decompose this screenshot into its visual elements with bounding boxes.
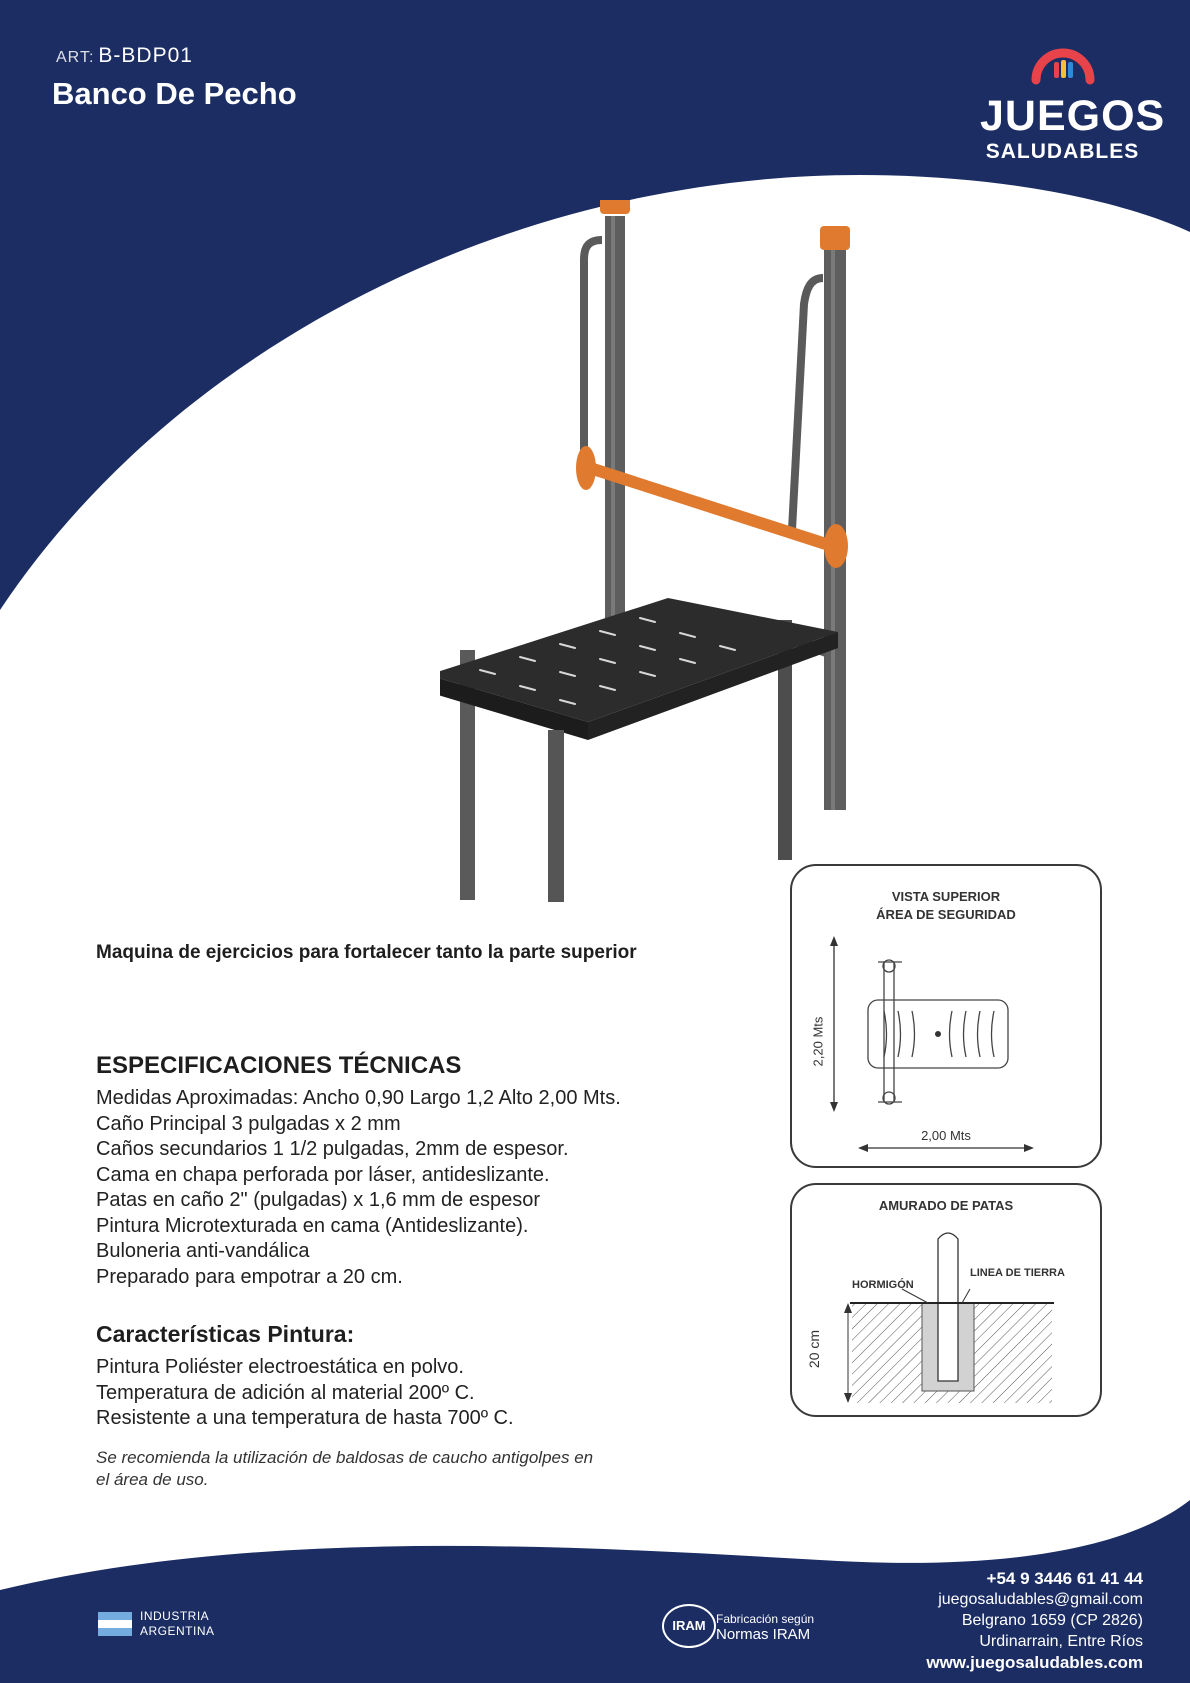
ground-line-label: LINEA DE TIERRA xyxy=(970,1267,1065,1279)
spec-item: Medidas Aproximadas: Ancho 0,90 Largo 1,2 Alto 2,00 Mts. xyxy=(96,1087,621,1109)
contact-block xyxy=(820,1568,1143,1673)
chest-bench-illustration xyxy=(440,200,940,920)
anchoring-title: AMURADO DE PATAS xyxy=(878,1198,1014,1213)
left-handle xyxy=(584,240,602,472)
iram-text xyxy=(716,1611,814,1643)
spec-item: Patas en caño 2" (pulgadas) x 1,6 mm de espesor xyxy=(96,1189,541,1211)
industria-argentina xyxy=(140,1609,215,1639)
paint-item: Temperatura de adición al material 200º C. xyxy=(96,1381,475,1404)
left-bar-disc xyxy=(576,446,596,490)
spec-item: Pintura Microtexturada en cama (Antideslizante). xyxy=(96,1214,529,1237)
paint-list xyxy=(96,1355,756,1432)
paint-item: Resistente a una temperatura de hasta 700º C. xyxy=(96,1407,514,1429)
top-view-height-label: 2,20 Mts xyxy=(810,1016,826,1067)
argentina-flag-icon xyxy=(98,1612,132,1636)
iram-line2: Normas IRAM xyxy=(716,1626,811,1643)
right-bar-disc xyxy=(824,524,848,568)
contact-address-line1: Belgrano 1659 (CP 2826) xyxy=(961,1612,1143,1629)
logo-arc-icon xyxy=(1030,40,1096,88)
top-view-title-line1: VISTA SUPERIOR xyxy=(891,889,1001,904)
article-code xyxy=(56,44,193,68)
industria-line1: INDUSTRIA xyxy=(140,1609,210,1623)
top-view-diagram xyxy=(792,866,1100,1166)
specs-heading: ESPECIFICACIONES TÉCNICAS xyxy=(96,1052,462,1079)
paint-heading: Características Pintura: xyxy=(96,1321,355,1347)
spec-item: Cama en chapa perforada por láser, antideslizante. xyxy=(96,1163,550,1186)
top-view-width-label: 2,00 Mts xyxy=(921,1128,971,1143)
brand-name-line2: SALUDABLES xyxy=(985,140,1140,163)
spec-item: Caño Principal 3 pulgadas x 2 mm xyxy=(96,1112,401,1135)
product-title: Banco De Pecho xyxy=(52,76,297,111)
contact-phone[interactable]: +54 9 3446 61 41 44 xyxy=(986,1569,1143,1588)
bench-front-leg xyxy=(548,730,564,902)
contact-website[interactable]: www.juegosaludables.com xyxy=(926,1653,1143,1672)
article-code-value: B-BDP01 xyxy=(98,44,193,67)
spec-item: Preparado para empotrar a 20 cm. xyxy=(96,1265,403,1288)
left-post-cap xyxy=(600,200,630,214)
industria-line2: ARGENTINA xyxy=(140,1624,215,1638)
top-view-panel xyxy=(790,864,1102,1168)
contact-email[interactable]: juegosaludables@gmail.com xyxy=(938,1591,1143,1608)
anchoring-panel xyxy=(790,1183,1102,1417)
anchoring-diagram xyxy=(792,1185,1100,1415)
paint-item: Pintura Poliéster electroestática en polvo. xyxy=(96,1356,464,1378)
spec-item: Caños secundarios 1 1/2 pulgadas, 2mm de espesor. xyxy=(96,1138,569,1160)
product-description: Maquina de ejercicios para fortalecer tanto la parte superior xyxy=(96,942,637,963)
depth-label: 20 cm xyxy=(806,1329,822,1369)
spec-item: Buloneria anti-vandálica xyxy=(96,1240,310,1262)
right-handle xyxy=(792,278,823,530)
contact-address-line2: Urdinarrain, Entre Ríos xyxy=(979,1633,1143,1650)
concrete-label: HORMIGÓN xyxy=(852,1279,914,1291)
right-post-cap xyxy=(820,226,850,250)
article-code-label: ART: xyxy=(56,49,95,66)
iram-line1: Fabricación según xyxy=(716,1612,815,1626)
brand-name-line1: JUEGOS xyxy=(980,92,1166,140)
recommendation-note: Se recomienda la utilización de baldosas de caucho antigolpes en el área de uso. xyxy=(96,1448,594,1489)
specs-list xyxy=(96,1086,756,1290)
top-view-title-line2: ÁREA DE SEGURIDAD xyxy=(876,907,1016,922)
brand-logo xyxy=(980,40,1166,170)
iram-badge-icon: IRAM xyxy=(662,1604,716,1648)
